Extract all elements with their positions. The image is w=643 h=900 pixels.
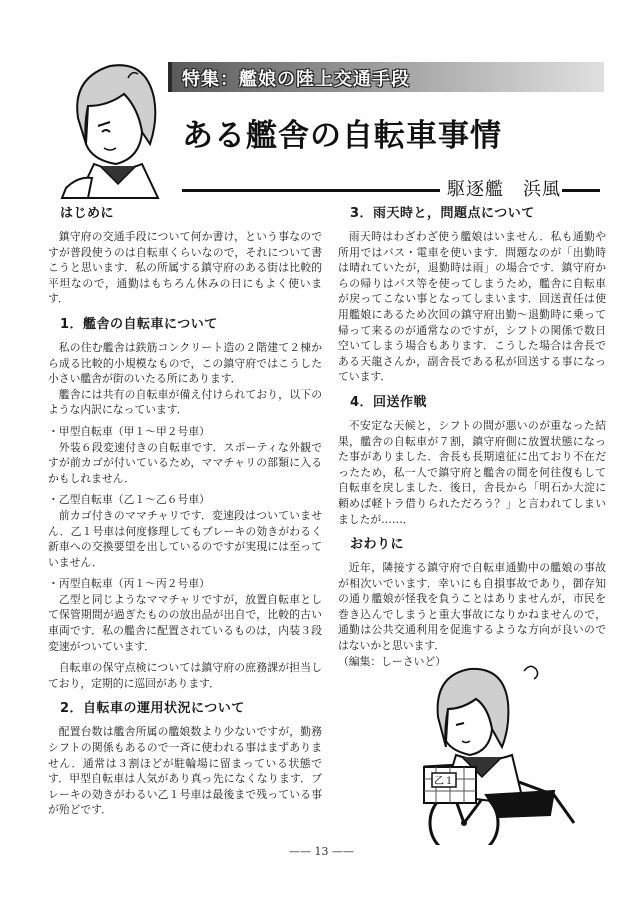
bike-type-title: ・丙型自転車（丙１〜丙２号車） bbox=[48, 577, 210, 591]
left-column bbox=[48, 205, 322, 818]
page-number: —— 13 —— bbox=[289, 845, 354, 858]
bike-type-description: 前カゴ付きのママチャリです．変速段はついていません．乙１号車は何度修理してもブレーキの効きがわるく新車への交換要望を出しているのですが実現には至っていません． bbox=[48, 508, 322, 569]
byline-rule-left bbox=[182, 189, 440, 192]
section1-paragraph: 艦舎には共有の自転車が備え付けられており，以下のような内訳になっています． bbox=[48, 387, 322, 417]
bike-type-title: ・乙型自転車（乙１〜乙６号車） bbox=[48, 493, 210, 507]
intro-paragraph: 鎮守府の交通手段について何か書け，という事なのですが普段使うのは自転車くらいなので，それについて書こうと思います．私の所属する鎮守府のある街は比較的平坦なので，通勤はもちろん休みの日にもよく使います． bbox=[48, 230, 322, 306]
bike-type-description: 乙型と同じようなママチャリですが，放置自転車として保管期間が過ぎたものの放出品が出自で，比較的古い車両です．私の艦舎に配置されているものは，内装３段変速がついています． bbox=[48, 592, 322, 653]
section-heading-1: 1．艦舎の自転車について bbox=[60, 316, 218, 332]
article-title: ある艦舎の自転車事情 bbox=[182, 118, 502, 154]
byline-rule-right bbox=[562, 189, 600, 192]
section-heading-3: 3．雨天時と，問題点について bbox=[350, 206, 535, 221]
bike-type-description: 外装６段変速付きの自転車です．スポーティな外観ですが前カゴが付いているため，ママチャリの部類に入るかもしれません． bbox=[48, 440, 322, 485]
closing-paragraph: 近年，隣接する鎮守府で自転車通勤中の艦娘の事故が相次いでいます．幸いにも自損事故であり，御存知の通り艦娘が怪我を負うことはありませんが，市民を巻き込んでしまうと重大事故になりかねませんので，通勤は公共交通利用を促進するような方向が良いのではないかと思います． bbox=[338, 561, 606, 653]
basket-label: 乙１ bbox=[434, 776, 454, 787]
section-heading-closing: おわりに bbox=[350, 537, 405, 553]
section-heading-4: 4．回送作戦 bbox=[350, 394, 428, 410]
bike-type-title: ・甲型自転車（甲１〜甲２号車） bbox=[48, 424, 210, 438]
character-portrait-illustration bbox=[58, 48, 176, 200]
section1-paragraph: 私の住む艦舎は鉄筋コンクリート造の２階建て２棟から成る比較的小規模なもので，この鎮守府ではこうした小さい艦舎が街のいたる所にあります． bbox=[48, 340, 322, 386]
maintenance-paragraph: 自転車の保守点検については鎮守府の庶務課が担当しており，定期的に巡回があります． bbox=[48, 661, 322, 690]
feature-banner bbox=[168, 62, 604, 92]
feature-title: 特集：艦娘の陸上交通手段 bbox=[182, 69, 410, 90]
section2-paragraph: 配置台数は艦舎所属の艦娘数より少ないですが，勤務シフトの関係もあるので一斉に使われる事はまずありません．通常は３割ほどが駐輪場に留まっている状態です．甲型自転車は人気があり真っ先になくなります．ブレーキの効きがわるい乙１号車は最後まで残っている事が殆どです． bbox=[48, 725, 322, 817]
section3-paragraph: 雨天時はわざわざ使う艦娘はいません．私も通勤や所用ではバス・電車を使います．問題なのが「出勤時は晴れていたが，退勤時は雨」の場合です．鎮守府からの帰りはバス等を使ってしまうため，艦舎に自転車が戻ってこない事となってしまいます．回送責任は使用艦娘にあるため次回の鎮守府出勤〜退勤時に乗って帰って来るのが通常なのですが，シフトの関係で数日空いてしまう場合もあります．こうした場合は舎長である天龍さんか，副舎長である私が回送する事になっています． bbox=[338, 230, 606, 384]
right-column bbox=[338, 205, 606, 669]
section-heading-intro: はじめに bbox=[60, 206, 115, 221]
character-on-bicycle-illustration bbox=[404, 655, 604, 845]
section4-paragraph: 不安定な天候と，シフトの間が悪いのが重なった結果，艦舎の自転車が７割，鎮守府側に放置状態になった事がありました．舎長も長期遠征に出ており不在だったため，私一人で鎮守府と艦舎の間を何往復もして自転車を戻しました．後日，舎長から「明石か大淀に頼めば軽トラ借りられただろう？」と言われてしまいましたが……． bbox=[338, 418, 606, 526]
editor-credit: （編集：しーさいど） bbox=[338, 654, 446, 668]
byline-author: 駆逐艦 浜風 bbox=[447, 179, 561, 200]
section-heading-2: 2．自転車の運用状況について bbox=[60, 701, 245, 717]
